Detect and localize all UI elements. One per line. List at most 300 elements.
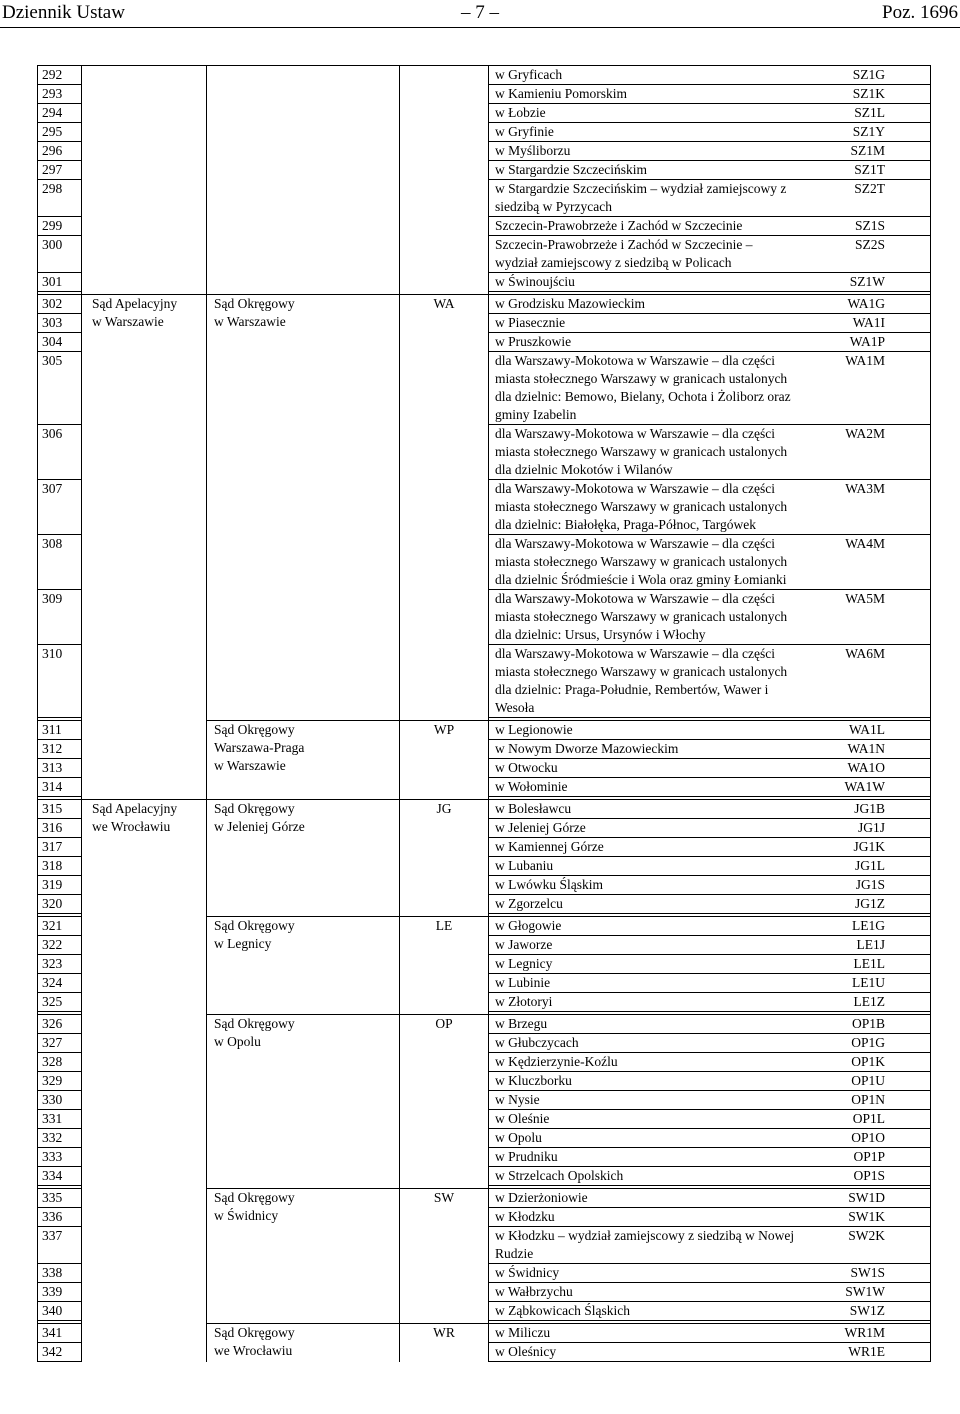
district-court-name: w Myśliborzu — [495, 143, 571, 158]
district-court-name: w Grodzisku Mazowieckim — [495, 296, 645, 311]
court-code: JG1J — [857, 820, 885, 835]
appeal-court-cell — [82, 1324, 207, 1362]
court-code: LE1J — [856, 937, 885, 952]
court-code: JG1B — [854, 801, 885, 816]
court-prefix-cell: WA — [400, 295, 489, 718]
district-court-entry — [489, 1015, 930, 1033]
district-court-cell — [489, 217, 931, 236]
district-court-name: Szczecin-Prawobrzeże i Zachód w Szczecinie – wydział zamiejscowy z siedzibą w Policach — [495, 237, 753, 270]
row-number: 315 — [38, 800, 82, 819]
court-code: OP1O — [851, 1130, 885, 1145]
court-code: WA1I — [852, 315, 885, 330]
row-number: 297 — [38, 161, 82, 180]
district-court-entry — [489, 66, 930, 84]
district-court-name: w Brzegu — [495, 1016, 548, 1031]
row-number: 311 — [38, 721, 82, 740]
district-court-cell — [489, 917, 931, 936]
row-number: 333 — [38, 1148, 82, 1167]
row-number: 304 — [38, 333, 82, 352]
court-code: SW1K — [848, 1209, 885, 1224]
appeal-court-cell — [82, 800, 207, 914]
district-court-cell — [489, 590, 931, 645]
court-code: SW1S — [850, 1265, 885, 1280]
district-court-entry — [489, 993, 930, 1011]
court-code: JG1L — [855, 858, 885, 873]
district-court-cell — [489, 1110, 931, 1129]
court-code: WA1W — [844, 779, 885, 794]
district-court-name: w Świdnicy — [495, 1265, 560, 1280]
district-court-entry — [489, 1053, 930, 1071]
district-court-cell — [489, 352, 931, 425]
district-court-cell — [489, 1208, 931, 1227]
page-number: – 7 – — [461, 2, 499, 23]
court-code: SZ1M — [850, 143, 885, 158]
row-number: 302 — [38, 295, 82, 314]
district-court-name: w Jaworze — [495, 937, 553, 952]
regional-court-name: Sąd Okręgowy — [214, 918, 295, 933]
district-court-cell — [489, 993, 931, 1012]
district-court-name: w Wołominie — [495, 779, 568, 794]
district-court-name: w Oleśnicy — [495, 1344, 557, 1359]
court-code: JG1Z — [855, 896, 885, 911]
appeal-court-cell — [82, 721, 207, 797]
district-court-name: w Wałbrzychu — [495, 1284, 573, 1299]
district-court-cell — [489, 273, 931, 292]
district-court-name: w Nowym Dworze Mazowieckim — [495, 741, 679, 756]
table-row — [38, 66, 931, 85]
district-court-cell — [489, 142, 931, 161]
district-court-name: w Głubczycach — [495, 1035, 579, 1050]
district-court-cell — [489, 895, 931, 914]
district-court-cell — [489, 180, 931, 217]
regional-court-city-line: w Warszawie — [214, 758, 286, 773]
table-row — [38, 1324, 931, 1343]
district-court-name: w Lubaniu — [495, 858, 554, 873]
district-court-entry — [489, 333, 930, 351]
regional-court-city: w Jeleniej Górze — [214, 819, 305, 834]
district-court-cell — [489, 1189, 931, 1208]
court-code: WA2M — [845, 426, 885, 441]
row-number: 338 — [38, 1264, 82, 1283]
row-number: 329 — [38, 1072, 82, 1091]
district-court-entry — [489, 314, 930, 332]
row-number: 292 — [38, 66, 82, 85]
district-court-name: dla Warszawy-Mokotowa w Warszawie – dla części miasta stołecznego Warszawy w granicach ustalonych dla dzielnic: Praga-Południe, Rembertów, Wawer i Wesoła — [495, 646, 788, 715]
district-court-entry — [489, 974, 930, 992]
district-court-entry — [489, 1091, 930, 1109]
district-court-name: w Stargardzie Szczecińskim — [495, 162, 647, 177]
regional-court-name: Sąd Okręgowy — [214, 801, 295, 816]
district-court-entry — [489, 1208, 930, 1226]
regional-court-cell — [207, 1189, 400, 1321]
district-court-entry — [489, 838, 930, 856]
district-court-cell — [489, 838, 931, 857]
regional-court-city: Warszawa-Praga — [214, 740, 305, 755]
court-code: OP1B — [851, 1016, 885, 1031]
court-prefix-cell: JG — [400, 800, 489, 914]
court-code: LE1U — [852, 975, 885, 990]
district-court-cell — [489, 1324, 931, 1343]
district-court-entry — [489, 1324, 930, 1342]
regional-court-city: we Wrocławiu — [214, 1343, 293, 1358]
appeal-court-city: we Wrocławiu — [92, 819, 171, 834]
district-court-entry — [489, 161, 930, 179]
regional-court-name: Sąd Okręgowy — [214, 296, 295, 311]
court-code: WR1E — [848, 1344, 885, 1359]
header-rule — [0, 27, 960, 28]
regional-court-city: w Opolu — [214, 1034, 261, 1049]
district-court-entry — [489, 778, 930, 796]
district-court-cell — [489, 857, 931, 876]
row-number: 323 — [38, 955, 82, 974]
district-court-entry — [489, 1189, 930, 1207]
court-code: WA6M — [845, 646, 885, 661]
court-code: SZ2S — [854, 237, 885, 252]
row-number: 294 — [38, 104, 82, 123]
court-code: LE1G — [852, 918, 885, 933]
appeal-court-cell — [82, 295, 207, 718]
district-court-entry — [489, 104, 930, 122]
court-prefix-cell: WP — [400, 721, 489, 797]
district-court-entry — [489, 895, 930, 913]
court-prefix-cell — [400, 66, 489, 292]
row-number: 300 — [38, 236, 82, 273]
district-court-name: dla Warszawy-Mokotowa w Warszawie – dla części miasta stołecznego Warszawy w granicach ustalonych dla dzielnic Śródmieście i Wola oraz gminy Łomianki — [495, 536, 788, 587]
court-prefix-cell: LE — [400, 917, 489, 1012]
district-court-cell — [489, 1148, 931, 1167]
district-court-name: w Piasecznie — [495, 315, 566, 330]
row-number: 301 — [38, 273, 82, 292]
regional-court-cell — [207, 295, 400, 718]
district-court-name: w Opolu — [495, 1130, 542, 1145]
district-court-name: w Ząbkowicach Śląskich — [495, 1303, 630, 1318]
court-code: SZ1S — [854, 218, 885, 233]
appeal-court-city: w Warszawie — [92, 314, 164, 329]
district-court-cell — [489, 645, 931, 718]
table-row — [38, 721, 931, 740]
district-court-cell — [489, 740, 931, 759]
district-court-entry — [489, 876, 930, 894]
table-body — [38, 66, 931, 1362]
district-court-name: w Gryficach — [495, 67, 563, 82]
district-court-name: w Prudniku — [495, 1149, 558, 1164]
court-code: WA1N — [847, 741, 885, 756]
district-court-name: w Miliczu — [495, 1325, 551, 1340]
district-court-cell — [489, 936, 931, 955]
row-number: 339 — [38, 1283, 82, 1302]
row-number: 324 — [38, 974, 82, 993]
court-code: WA1L — [849, 722, 885, 737]
row-number: 298 — [38, 180, 82, 217]
district-court-entry — [489, 759, 930, 777]
court-code: SZ1T — [854, 162, 885, 177]
district-court-cell — [489, 1264, 931, 1283]
district-court-name: w Strzelcach Opolskich — [495, 1168, 624, 1183]
district-court-entry — [489, 1129, 930, 1147]
district-court-cell — [489, 66, 931, 85]
row-number: 335 — [38, 1189, 82, 1208]
court-prefix-cell: OP — [400, 1015, 489, 1186]
district-court-name: w Lubinie — [495, 975, 551, 990]
row-number: 342 — [38, 1343, 82, 1362]
row-number: 312 — [38, 740, 82, 759]
row-number: 314 — [38, 778, 82, 797]
district-court-entry — [489, 1034, 930, 1052]
district-court-entry — [489, 917, 930, 935]
district-court-cell — [489, 1091, 931, 1110]
regional-court-name: Sąd Okręgowy — [214, 1016, 295, 1031]
district-court-cell — [489, 104, 931, 123]
district-court-name: w Otwocku — [495, 760, 558, 775]
district-court-entry — [489, 721, 930, 739]
district-court-cell — [489, 759, 931, 778]
district-court-name: w Oleśnie — [495, 1111, 550, 1126]
district-court-entry — [489, 955, 930, 973]
district-court-name: Szczecin-Prawobrzeże i Zachód w Szczecinie — [495, 218, 743, 233]
row-number: 332 — [38, 1129, 82, 1148]
court-code: SW2K — [848, 1228, 885, 1243]
court-code: SZ1L — [854, 105, 885, 120]
district-court-cell — [489, 480, 931, 535]
row-number: 307 — [38, 480, 82, 535]
row-number: 293 — [38, 85, 82, 104]
district-court-cell — [489, 236, 931, 273]
court-code: OP1P — [853, 1149, 885, 1164]
district-court-cell — [489, 85, 931, 104]
court-prefix-cell: SW — [400, 1189, 489, 1321]
court-code: WA1P — [849, 334, 885, 349]
district-court-entry — [489, 1110, 930, 1128]
district-court-entry — [489, 142, 930, 160]
district-court-entry — [489, 1283, 930, 1301]
district-court-cell — [489, 800, 931, 819]
appeal-court-cell — [82, 66, 207, 292]
court-code: WA1O — [847, 760, 885, 775]
appeal-court-cell — [82, 1015, 207, 1186]
row-number: 295 — [38, 123, 82, 142]
regional-court-cell — [207, 66, 400, 292]
district-court-cell — [489, 974, 931, 993]
court-code: OP1G — [851, 1035, 885, 1050]
court-code: WA1M — [845, 353, 885, 368]
row-number: 316 — [38, 819, 82, 838]
district-court-entry — [489, 1343, 930, 1361]
district-court-cell — [489, 1167, 931, 1186]
court-code: SZ1Y — [852, 124, 885, 139]
district-court-entry — [489, 217, 930, 235]
district-court-entry — [489, 123, 930, 141]
district-court-entry — [489, 936, 930, 954]
district-court-cell — [489, 1302, 931, 1321]
court-code: LE1L — [853, 956, 885, 971]
court-prefix-cell: WR — [400, 1324, 489, 1362]
district-court-name: w Kłodzku – wydział zamiejscowy z siedzibą w Nowej Rudzie — [495, 1228, 795, 1261]
row-number: 330 — [38, 1091, 82, 1110]
court-code: JG1K — [853, 839, 885, 854]
row-number: 328 — [38, 1053, 82, 1072]
regional-court-cell — [207, 1015, 400, 1186]
row-number: 306 — [38, 425, 82, 480]
regional-court-cell — [207, 917, 400, 1012]
court-code: SW1W — [845, 1284, 885, 1299]
court-code: WA3M — [845, 481, 885, 496]
district-court-name: dla Warszawy-Mokotowa w Warszawie – dla części miasta stołecznego Warszawy w granicach ustalonych dla dzielnic Mokotów i Wilanów — [495, 426, 788, 477]
row-number: 341 — [38, 1324, 82, 1343]
district-court-cell — [489, 1072, 931, 1091]
district-court-name: w Kamiennej Górze — [495, 839, 604, 854]
row-number: 340 — [38, 1302, 82, 1321]
row-number: 313 — [38, 759, 82, 778]
district-court-entry — [489, 425, 930, 479]
district-court-name: w Świnoujściu — [495, 274, 575, 289]
regional-court-name: Sąd Okręgowy — [214, 1190, 295, 1205]
row-number: 308 — [38, 535, 82, 590]
journal-title: Dziennik Ustaw — [2, 2, 125, 23]
district-court-cell — [489, 295, 931, 314]
row-number: 337 — [38, 1227, 82, 1264]
row-number: 296 — [38, 142, 82, 161]
district-court-cell — [489, 819, 931, 838]
row-number: 305 — [38, 352, 82, 425]
regional-court-cell — [207, 721, 400, 797]
district-court-name: w Lwówku Śląskim — [495, 877, 603, 892]
district-court-cell — [489, 721, 931, 740]
district-court-cell — [489, 123, 931, 142]
court-code: SW1D — [848, 1190, 885, 1205]
district-court-name: w Stargardzie Szczecińskim – wydział zamiejscowy z siedzibą w Pyrzycach — [495, 181, 787, 214]
district-court-cell — [489, 1343, 931, 1362]
district-court-cell — [489, 425, 931, 480]
district-court-entry — [489, 590, 930, 644]
court-code: OP1U — [851, 1073, 885, 1088]
district-court-name: w Pruszkowie — [495, 334, 572, 349]
district-court-cell — [489, 535, 931, 590]
regional-court-city: w Legnicy — [214, 936, 272, 951]
district-court-cell — [489, 161, 931, 180]
district-court-entry — [489, 352, 930, 424]
district-court-entry — [489, 535, 930, 589]
court-code: WA4M — [845, 536, 885, 551]
district-court-entry — [489, 480, 930, 534]
district-court-entry — [489, 800, 930, 818]
district-court-name: w Zgorzelcu — [495, 896, 563, 911]
district-court-cell — [489, 1015, 931, 1034]
regional-court-name: Sąd Okręgowy — [214, 1325, 295, 1340]
regional-court-name: Sąd Okręgowy — [214, 722, 295, 737]
appeal-court-name: Sąd Apelacyjny — [92, 296, 178, 311]
table-row — [38, 800, 931, 819]
court-code: SZ1W — [849, 274, 885, 289]
court-code: OP1L — [852, 1111, 885, 1126]
appeal-court-name: Sąd Apelacyjny — [92, 801, 178, 816]
district-court-name: w Gryfinie — [495, 124, 554, 139]
district-court-cell — [489, 778, 931, 797]
district-court-entry — [489, 236, 930, 272]
court-code: WR1M — [844, 1325, 885, 1340]
district-court-entry — [489, 1148, 930, 1166]
district-court-name: w Nysie — [495, 1092, 540, 1107]
district-court-entry — [489, 1072, 930, 1090]
district-court-cell — [489, 1283, 931, 1302]
court-code: SZ1G — [852, 67, 885, 82]
district-court-name: w Bolesławcu — [495, 801, 572, 816]
row-number: 331 — [38, 1110, 82, 1129]
district-court-cell — [489, 1053, 931, 1072]
page-header — [0, 0, 960, 26]
row-number: 320 — [38, 895, 82, 914]
court-code: SZ1K — [852, 86, 885, 101]
district-court-entry — [489, 819, 930, 837]
court-code: OP1N — [851, 1092, 885, 1107]
row-number: 303 — [38, 314, 82, 333]
table-row — [38, 917, 931, 936]
district-court-cell — [489, 1129, 931, 1148]
district-court-name: w Kędzierzynie-Koźlu — [495, 1054, 618, 1069]
district-court-entry — [489, 1302, 930, 1320]
district-court-name: w Złotoryi — [495, 994, 553, 1009]
district-court-name: w Legnicy — [495, 956, 553, 971]
district-court-name: w Dzierżoniowie — [495, 1190, 588, 1205]
district-court-entry — [489, 180, 930, 216]
district-court-name: w Łobzie — [495, 105, 546, 120]
row-number: 326 — [38, 1015, 82, 1034]
court-code: WA5M — [845, 591, 885, 606]
row-number: 299 — [38, 217, 82, 236]
district-court-entry — [489, 645, 930, 717]
regional-court-cell — [207, 800, 400, 914]
table-row — [38, 1015, 931, 1034]
district-court-entry — [489, 85, 930, 103]
row-number: 318 — [38, 857, 82, 876]
row-number: 325 — [38, 993, 82, 1012]
district-court-entry — [489, 1264, 930, 1282]
position-number: Poz. 1696 — [882, 2, 958, 23]
court-code: SW1Z — [849, 1303, 885, 1318]
district-court-cell — [489, 1034, 931, 1053]
court-code: OP1S — [853, 1168, 885, 1183]
district-court-name: w Kłodzku — [495, 1209, 555, 1224]
district-court-entry — [489, 1227, 930, 1263]
district-court-name: dla Warszawy-Mokotowa w Warszawie – dla części miasta stołecznego Warszawy w granicach ustalonych dla dzielnic: Bemowo, Bielany, Ochota i Żoliborz oraz gminy Izabelin — [495, 353, 791, 422]
district-court-name: w Legionowie — [495, 722, 573, 737]
court-register-table — [37, 65, 931, 1362]
court-code: LE1Z — [853, 994, 885, 1009]
appeal-court-cell — [82, 917, 207, 1012]
row-number: 310 — [38, 645, 82, 718]
court-code: SZ2T — [854, 181, 885, 196]
appeal-court-cell — [82, 1189, 207, 1321]
regional-court-city: w Warszawie — [214, 314, 286, 329]
district-court-name: w Głogowie — [495, 918, 562, 933]
row-number: 317 — [38, 838, 82, 857]
district-court-name: w Jeleniej Górze — [495, 820, 586, 835]
district-court-cell — [489, 314, 931, 333]
row-number: 336 — [38, 1208, 82, 1227]
regional-court-cell — [207, 1324, 400, 1362]
district-court-cell — [489, 333, 931, 352]
row-number: 309 — [38, 590, 82, 645]
table-row — [38, 295, 931, 314]
row-number: 327 — [38, 1034, 82, 1053]
court-code: OP1K — [851, 1054, 885, 1069]
district-court-cell — [489, 955, 931, 974]
court-code: JG1S — [855, 877, 885, 892]
regional-court-city: w Świdnicy — [214, 1208, 279, 1223]
district-court-cell — [489, 876, 931, 895]
court-code: WA1G — [847, 296, 885, 311]
district-court-entry — [489, 1167, 930, 1185]
district-court-entry — [489, 740, 930, 758]
